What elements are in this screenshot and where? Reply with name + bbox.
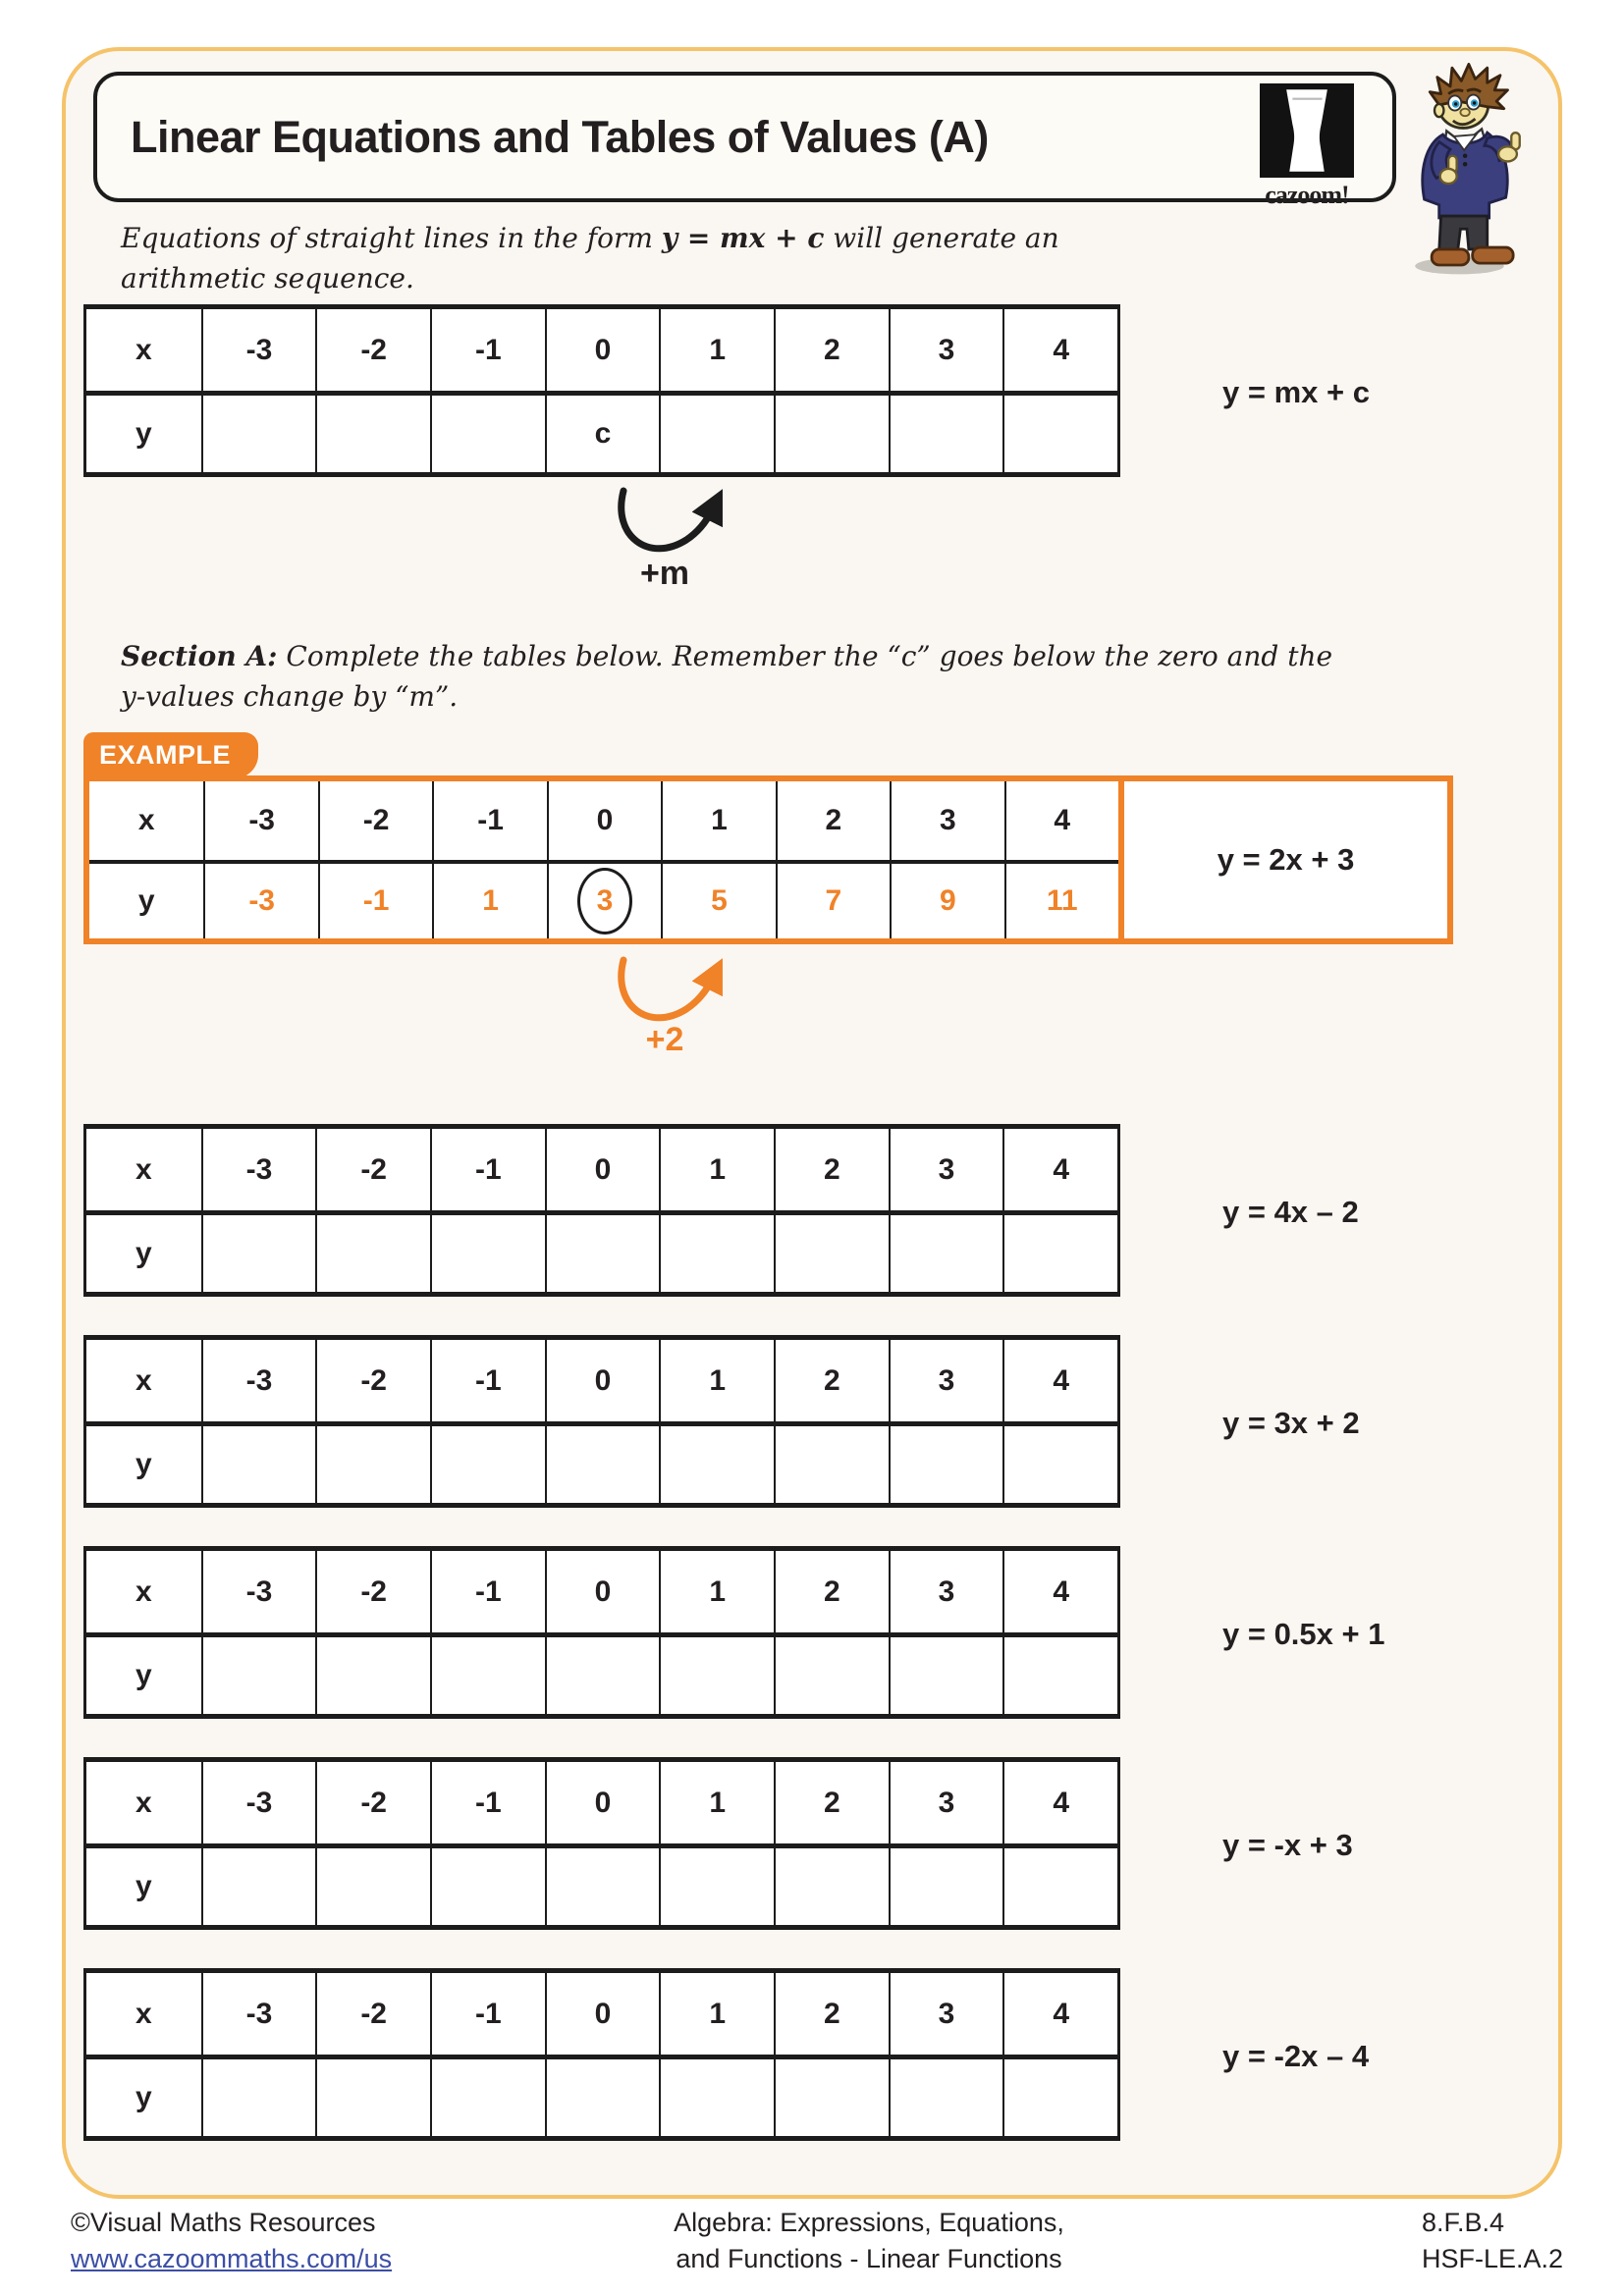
- page-title: Linear Equations and Tables of Values (A): [131, 111, 989, 162]
- x-value-cell: 2: [774, 1551, 889, 1632]
- x-value-cell: 0: [547, 781, 661, 860]
- x-row: [86, 309, 1117, 391]
- x-value-cell: 4: [1002, 1973, 1117, 2055]
- y-answer-cell: [659, 396, 774, 472]
- x-value-cell: 0: [545, 309, 660, 391]
- cazoom-boy-icon: [1402, 57, 1532, 279]
- plus-m-label: +m: [639, 555, 690, 592]
- x-label-cell: x: [135, 1997, 152, 2030]
- y-label-cell: y: [135, 1448, 152, 1480]
- y-answer-cell: [774, 1215, 889, 1292]
- y-answer-cell: [889, 1637, 1003, 1714]
- y-value-cell: 5: [661, 864, 775, 938]
- equation-label: y = -2x – 4: [1222, 2039, 1370, 2073]
- y-value-cell-circled: [547, 864, 661, 938]
- x-label-cell: x: [135, 333, 152, 366]
- x-value-cell: 4: [1002, 309, 1117, 391]
- website-link[interactable]: www.cazoommaths.com/us: [71, 2244, 393, 2273]
- y-answer-cell: [659, 1848, 774, 1925]
- x-value-cell: 1: [659, 1973, 774, 2055]
- example-tab: EXAMPLE: [83, 732, 258, 778]
- x-value-cell: -2: [315, 309, 430, 391]
- x-value-cell: 1: [659, 1340, 774, 1421]
- x-value-cell: -1: [430, 309, 545, 391]
- curriculum-line-2: and Functions - Linear Functions: [676, 2244, 1062, 2273]
- equation-label: y = 3x + 2: [1222, 1406, 1360, 1440]
- equation-label: y = mx + c: [1222, 375, 1370, 409]
- y-value-cell: -3: [203, 864, 317, 938]
- x-label-cell: x: [135, 1786, 152, 1819]
- equation-label: y = 0.5x + 1: [1222, 1617, 1385, 1651]
- footer-center: [535, 2205, 1203, 2277]
- y-label-cell: y: [135, 2081, 152, 2113]
- section-a-line-1: Section A: Complete the tables below. Remember the “c” goes below the zero and the: [121, 640, 1333, 672]
- y-answer-cell: [774, 1426, 889, 1503]
- copyright-text: ©Visual Maths Resources: [71, 2208, 376, 2237]
- y-answer-cell: [774, 396, 889, 472]
- y-answer-cell: [889, 1426, 1003, 1503]
- y-answer-cell: [774, 1637, 889, 1714]
- circle-highlight: 3: [577, 868, 632, 934]
- y-label-cell: y: [135, 1237, 152, 1269]
- y-answer-cell: [430, 2059, 545, 2136]
- logo-caption: cazoom!: [1265, 181, 1349, 209]
- x-value-cell: -3: [201, 1129, 316, 1210]
- y-row: [86, 2055, 1117, 2136]
- x-value-cell: -1: [430, 1762, 545, 1843]
- x-value-cell: -1: [430, 1551, 545, 1632]
- y-label-cell: y: [135, 417, 152, 450]
- cazoom-logo: [1257, 83, 1357, 210]
- footer-left: [71, 2205, 392, 2277]
- x-value-cell: -1: [430, 1340, 545, 1421]
- x-value-cell: -1: [432, 781, 546, 860]
- y-answer-cell: [545, 1637, 660, 1714]
- y-answer-cell: [430, 1215, 545, 1292]
- x-value-cell: 4: [1002, 1762, 1117, 1843]
- y-answer-cell: [545, 1848, 660, 1925]
- x-value-cell: 3: [889, 1551, 1003, 1632]
- y-answer-cell: [201, 1848, 316, 1925]
- x-value-cell: 1: [659, 1551, 774, 1632]
- y-value-cell: -1: [318, 864, 432, 938]
- y-answer-cell: [430, 1426, 545, 1503]
- x-row: [89, 781, 1118, 860]
- practice-table-3: [83, 1546, 1120, 1719]
- section-a-line-2: y-values change by “m”.: [121, 680, 459, 713]
- x-row: [86, 1551, 1117, 1632]
- section-a-instructions: [121, 636, 1332, 717]
- intro-table: [83, 304, 1120, 477]
- y-answer-cell: [430, 1637, 545, 1714]
- x-value-cell: 3: [890, 781, 1003, 860]
- x-value-cell: -2: [315, 1551, 430, 1632]
- x-value-cell: 2: [774, 1340, 889, 1421]
- x-label-cell: x: [135, 1575, 152, 1608]
- y-answer-cell: [545, 1426, 660, 1503]
- equation-label: y = -x + 3: [1222, 1828, 1353, 1862]
- c-cell: c: [545, 396, 660, 472]
- x-value-cell: 4: [1002, 1340, 1117, 1421]
- plus-m-arrow-icon: [610, 487, 747, 565]
- x-value-cell: 2: [774, 309, 889, 391]
- x-value-cell: 3: [889, 1762, 1003, 1843]
- x-value-cell: 0: [545, 1129, 660, 1210]
- y-answer-cell: [430, 1848, 545, 1925]
- footer-right: [1422, 2205, 1563, 2277]
- y-answer-cell: [430, 396, 545, 472]
- x-value-cell: -3: [203, 781, 317, 860]
- y-answer-cell: [659, 1426, 774, 1503]
- y-answer-cell: [889, 2059, 1003, 2136]
- y-answer-cell: [201, 396, 316, 472]
- practice-table-2: [83, 1335, 1120, 1508]
- example-cells: [89, 781, 1118, 938]
- y-value-cell: 1: [432, 864, 546, 938]
- x-value-cell: -2: [315, 1129, 430, 1210]
- y-row: [86, 1421, 1117, 1503]
- x-value-cell: 2: [774, 1973, 889, 2055]
- y-label-cell: y: [135, 1870, 152, 1902]
- cazoom-drum-icon: [1260, 83, 1354, 178]
- y-answer-cell: [1002, 1637, 1117, 1714]
- intro-text: [121, 218, 1059, 298]
- x-value-cell: 1: [659, 1129, 774, 1210]
- intro-equation: y = mx + c: [661, 222, 825, 254]
- x-value-cell: 0: [545, 1551, 660, 1632]
- x-value-cell: -2: [315, 1340, 430, 1421]
- y-answer-cell: [315, 2059, 430, 2136]
- x-value-cell: 3: [889, 1973, 1003, 2055]
- x-value-cell: -3: [201, 1762, 316, 1843]
- x-value-cell: -3: [201, 309, 316, 391]
- x-row: [86, 1340, 1117, 1421]
- y-answer-cell: [315, 396, 430, 472]
- x-label-cell: x: [135, 1363, 152, 1397]
- y-answer-cell: [659, 2059, 774, 2136]
- x-label-cell: x: [135, 1152, 152, 1186]
- y-answer-cell: [889, 1215, 1003, 1292]
- standard-code-2: HSF-LE.A.2: [1422, 2244, 1564, 2273]
- curriculum-line-1: Algebra: Expressions, Equations,: [674, 2208, 1064, 2237]
- y-answer-cell: [889, 396, 1003, 472]
- y-row: [86, 1210, 1117, 1292]
- header-box: [93, 72, 1396, 209]
- x-value-cell: 4: [1004, 781, 1118, 860]
- plus-2-label: +2: [645, 1021, 684, 1058]
- y-answer-cell: [1002, 1426, 1117, 1503]
- y-row: [86, 391, 1117, 472]
- x-value-cell: 1: [659, 1762, 774, 1843]
- x-value-cell: 2: [774, 1129, 889, 1210]
- intro-line-2: arithmetic sequence.: [121, 262, 414, 294]
- mascot-illustration: [1402, 57, 1532, 284]
- equation-label: y = 2x + 3: [1118, 781, 1447, 938]
- y-row: [86, 1843, 1117, 1925]
- practice-table-4: [83, 1757, 1120, 1930]
- y-answer-cell: [659, 1215, 774, 1292]
- y-answer-cell: [659, 1637, 774, 1714]
- y-answer-cell: [201, 1215, 316, 1292]
- x-value-cell: 4: [1002, 1551, 1117, 1632]
- y-value-cell: 11: [1004, 864, 1118, 938]
- x-value-cell: 3: [889, 1129, 1003, 1210]
- x-value-cell: -2: [318, 781, 432, 860]
- intro-line-1: Equations of straight lines in the form y = mx + c will generate an: [121, 222, 1059, 254]
- x-value-cell: -3: [201, 1551, 316, 1632]
- y-answer-cell: [201, 2059, 316, 2136]
- y-value-cell: 7: [776, 864, 890, 938]
- y-value-cell: 9: [890, 864, 1003, 938]
- y-row: [89, 860, 1118, 938]
- x-value-cell: 0: [545, 1762, 660, 1843]
- y-answer-cell: [201, 1426, 316, 1503]
- section-a-label: Section A:: [121, 640, 278, 672]
- standard-code-1: 8.F.B.4: [1422, 2208, 1505, 2237]
- practice-table-1: [83, 1124, 1120, 1297]
- equation-label: y = 4x – 2: [1222, 1195, 1359, 1229]
- x-row: [86, 1973, 1117, 2055]
- x-value-cell: 2: [776, 781, 890, 860]
- y-answer-cell: [774, 2059, 889, 2136]
- y-answer-cell: [1002, 1848, 1117, 1925]
- y-row: [86, 1632, 1117, 1714]
- y-answer-cell: [315, 1848, 430, 1925]
- y-answer-cell: [315, 1637, 430, 1714]
- y-answer-cell: [545, 2059, 660, 2136]
- y-answer-cell: [889, 1848, 1003, 1925]
- y-answer-cell: [315, 1215, 430, 1292]
- x-value-cell: -2: [315, 1762, 430, 1843]
- y-answer-cell: [545, 1215, 660, 1292]
- x-value-cell: 0: [545, 1973, 660, 2055]
- y-answer-cell: [1002, 396, 1117, 472]
- y-answer-cell: [315, 1426, 430, 1503]
- x-value-cell: 3: [889, 309, 1003, 391]
- practice-table-5: [83, 1968, 1120, 2141]
- y-label-cell: y: [137, 884, 155, 917]
- example-table: [83, 775, 1453, 944]
- y-answer-cell: [774, 1848, 889, 1925]
- x-row: [86, 1762, 1117, 1843]
- x-value-cell: -3: [201, 1340, 316, 1421]
- x-value-cell: -1: [430, 1129, 545, 1210]
- x-value-cell: 1: [661, 781, 775, 860]
- x-value-cell: -2: [315, 1973, 430, 2055]
- y-answer-cell: [201, 1637, 316, 1714]
- x-value-cell: 3: [889, 1340, 1003, 1421]
- x-row: [86, 1129, 1117, 1210]
- x-value-cell: 1: [659, 309, 774, 391]
- x-value-cell: 2: [774, 1762, 889, 1843]
- x-value-cell: 0: [545, 1340, 660, 1421]
- x-value-cell: -1: [430, 1973, 545, 2055]
- y-answer-cell: [1002, 2059, 1117, 2136]
- x-value-cell: 4: [1002, 1129, 1117, 1210]
- y-answer-cell: [1002, 1215, 1117, 1292]
- x-value-cell: -3: [201, 1973, 316, 2055]
- y-label-cell: y: [135, 1659, 152, 1691]
- x-label-cell: x: [137, 804, 155, 836]
